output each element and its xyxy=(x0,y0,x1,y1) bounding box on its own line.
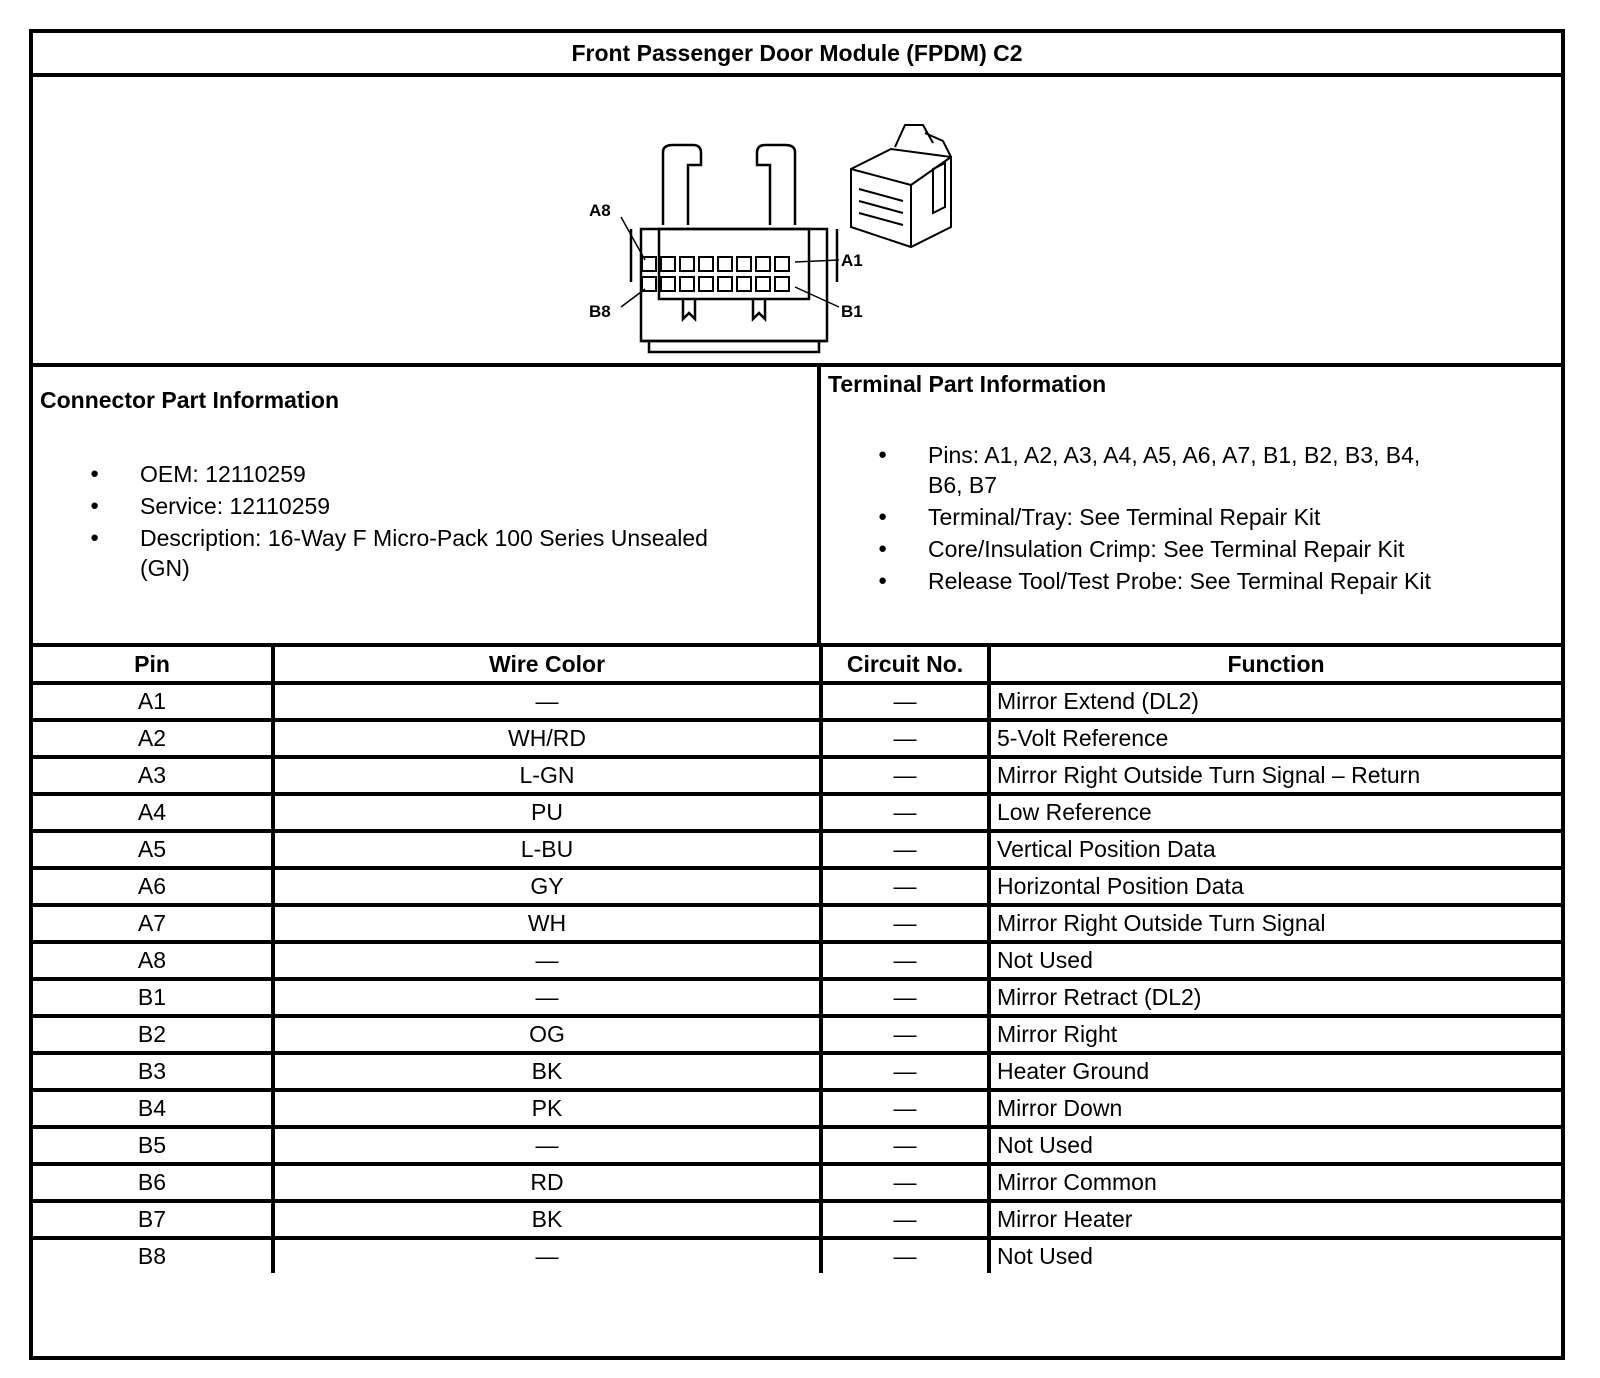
cell-wire-color: PK xyxy=(273,1090,821,1127)
table-row xyxy=(33,720,1561,757)
cell-circuit-no: — xyxy=(821,1201,989,1238)
cell-function: Low Reference xyxy=(989,794,1561,831)
terminal-list xyxy=(828,440,1443,596)
cell-circuit-no: — xyxy=(821,942,989,979)
cell-pin: A4 xyxy=(33,794,273,831)
table-row xyxy=(33,979,1561,1016)
cell-circuit-no: — xyxy=(821,720,989,757)
cell-wire-color: PU xyxy=(273,794,821,831)
cell-pin: B7 xyxy=(33,1201,273,1238)
cell-function: Mirror Retract (DL2) xyxy=(989,979,1561,1016)
cell-circuit-no: — xyxy=(821,979,989,1016)
cell-function: Not Used xyxy=(989,1238,1561,1273)
cell-pin: A6 xyxy=(33,868,273,905)
pin-leader-lines xyxy=(621,217,839,307)
cell-wire-color: — xyxy=(273,979,821,1016)
table-row xyxy=(33,1016,1561,1053)
list-item: ● Pins: A1, A2, A3, A4, A5, A6, A7, B1, B2, B3, B4, B6, B7 xyxy=(828,440,1443,500)
cell-circuit-no: — xyxy=(821,1164,989,1201)
table-header-row xyxy=(33,647,1561,683)
header-wire-color: Wire Color xyxy=(273,647,821,683)
list-item: ● Release Tool/Test Probe: See Terminal Repair Kit xyxy=(828,566,1443,596)
cell-pin: A8 xyxy=(33,942,273,979)
cell-circuit-no: — xyxy=(821,905,989,942)
cell-pin: B3 xyxy=(33,1053,273,1090)
label-b1: B1 xyxy=(841,302,863,321)
cell-circuit-no: — xyxy=(821,1127,989,1164)
table-row xyxy=(33,868,1561,905)
cell-function: Vertical Position Data xyxy=(989,831,1561,868)
cell-pin: A5 xyxy=(33,831,273,868)
cell-pin: A7 xyxy=(33,905,273,942)
cell-circuit-no: — xyxy=(821,831,989,868)
label-b8: B8 xyxy=(589,302,611,321)
table-row xyxy=(33,794,1561,831)
cell-pin: B1 xyxy=(33,979,273,1016)
cell-circuit-no: — xyxy=(821,868,989,905)
cell-circuit-no: — xyxy=(821,683,989,720)
label-a1: A1 xyxy=(841,251,863,270)
cell-wire-color: — xyxy=(273,942,821,979)
header-circuit-no: Circuit No. xyxy=(821,647,989,683)
cell-wire-color: RD xyxy=(273,1164,821,1201)
list-item: ● Terminal/Tray: See Terminal Repair Kit xyxy=(828,502,1443,532)
connector-figure xyxy=(33,77,1561,367)
cell-pin: B8 xyxy=(33,1238,273,1273)
cell-circuit-no: — xyxy=(821,757,989,794)
cell-pin: A1 xyxy=(33,683,273,720)
cell-function: Mirror Heater xyxy=(989,1201,1561,1238)
table-row xyxy=(33,831,1561,868)
table-row xyxy=(33,905,1561,942)
list-item: ● OEM: 12110259 xyxy=(40,459,740,489)
cell-pin: B6 xyxy=(33,1164,273,1201)
list-item: ● Core/Insulation Crimp: See Terminal Repair Kit xyxy=(828,534,1443,564)
cell-circuit-no: — xyxy=(821,1016,989,1053)
cell-function: Mirror Right Outside Turn Signal – Return xyxy=(989,757,1561,794)
cell-function: Mirror Right Outside Turn Signal xyxy=(989,905,1561,942)
cell-circuit-no: — xyxy=(821,794,989,831)
cell-function: Not Used xyxy=(989,1127,1561,1164)
list-item: ● Service: 12110259 xyxy=(40,491,740,521)
cell-wire-color: WH/RD xyxy=(273,720,821,757)
cell-circuit-no: — xyxy=(821,1238,989,1273)
cell-wire-color: WH xyxy=(273,905,821,942)
cell-pin: B5 xyxy=(33,1127,273,1164)
connector-sheet xyxy=(29,29,1565,1360)
cell-function: Horizontal Position Data xyxy=(989,868,1561,905)
table-row xyxy=(33,1164,1561,1201)
cell-pin: B2 xyxy=(33,1016,273,1053)
cell-wire-color: L-BU xyxy=(273,831,821,868)
label-a8: A8 xyxy=(589,201,611,220)
cell-function: Heater Ground xyxy=(989,1053,1561,1090)
table-row xyxy=(33,942,1561,979)
part-information xyxy=(33,367,1561,647)
cell-wire-color: L-GN xyxy=(273,757,821,794)
connector-diagram xyxy=(33,77,1561,363)
cell-function: Mirror Down xyxy=(989,1090,1561,1127)
table-row xyxy=(33,1090,1561,1127)
table-row xyxy=(33,757,1561,794)
cell-pin: B4 xyxy=(33,1090,273,1127)
list-item: ● Description: 16-Way F Micro-Pack 100 Series Unsealed (GN) xyxy=(40,523,740,583)
cell-wire-color: BK xyxy=(273,1201,821,1238)
header-function: Function xyxy=(989,647,1561,683)
cell-function: Mirror Extend (DL2) xyxy=(989,683,1561,720)
table-row xyxy=(33,1238,1561,1273)
table-row xyxy=(33,1053,1561,1090)
table-row xyxy=(33,1201,1561,1238)
connector-isometric-drawing xyxy=(851,125,951,247)
connector-list xyxy=(40,459,740,583)
cell-pin: A3 xyxy=(33,757,273,794)
connector-face-drawing xyxy=(631,145,837,352)
terminal-heading: Terminal Part Information xyxy=(828,371,1107,397)
table-row xyxy=(33,683,1561,720)
table-row xyxy=(33,1127,1561,1164)
cell-wire-color: OG xyxy=(273,1016,821,1053)
connector-part-info xyxy=(33,367,821,643)
cell-wire-color: BK xyxy=(273,1053,821,1090)
cell-circuit-no: — xyxy=(821,1090,989,1127)
terminal-part-info xyxy=(821,367,1561,643)
cell-pin: A2 xyxy=(33,720,273,757)
cell-function: Mirror Common xyxy=(989,1164,1561,1201)
cell-circuit-no: — xyxy=(821,1053,989,1090)
cell-function: 5-Volt Reference xyxy=(989,720,1561,757)
terminal-cavities xyxy=(642,257,789,291)
page-title: Front Passenger Door Module (FPDM) C2 xyxy=(33,33,1561,77)
cell-wire-color: — xyxy=(273,1238,821,1273)
cell-wire-color: — xyxy=(273,683,821,720)
cell-function: Mirror Right xyxy=(989,1016,1561,1053)
header-pin: Pin xyxy=(33,647,273,683)
cell-function: Not Used xyxy=(989,942,1561,979)
connector-heading: Connector Part Information xyxy=(40,387,340,413)
cell-wire-color: — xyxy=(273,1127,821,1164)
cell-wire-color: GY xyxy=(273,868,821,905)
pinout-table xyxy=(33,647,1561,1273)
